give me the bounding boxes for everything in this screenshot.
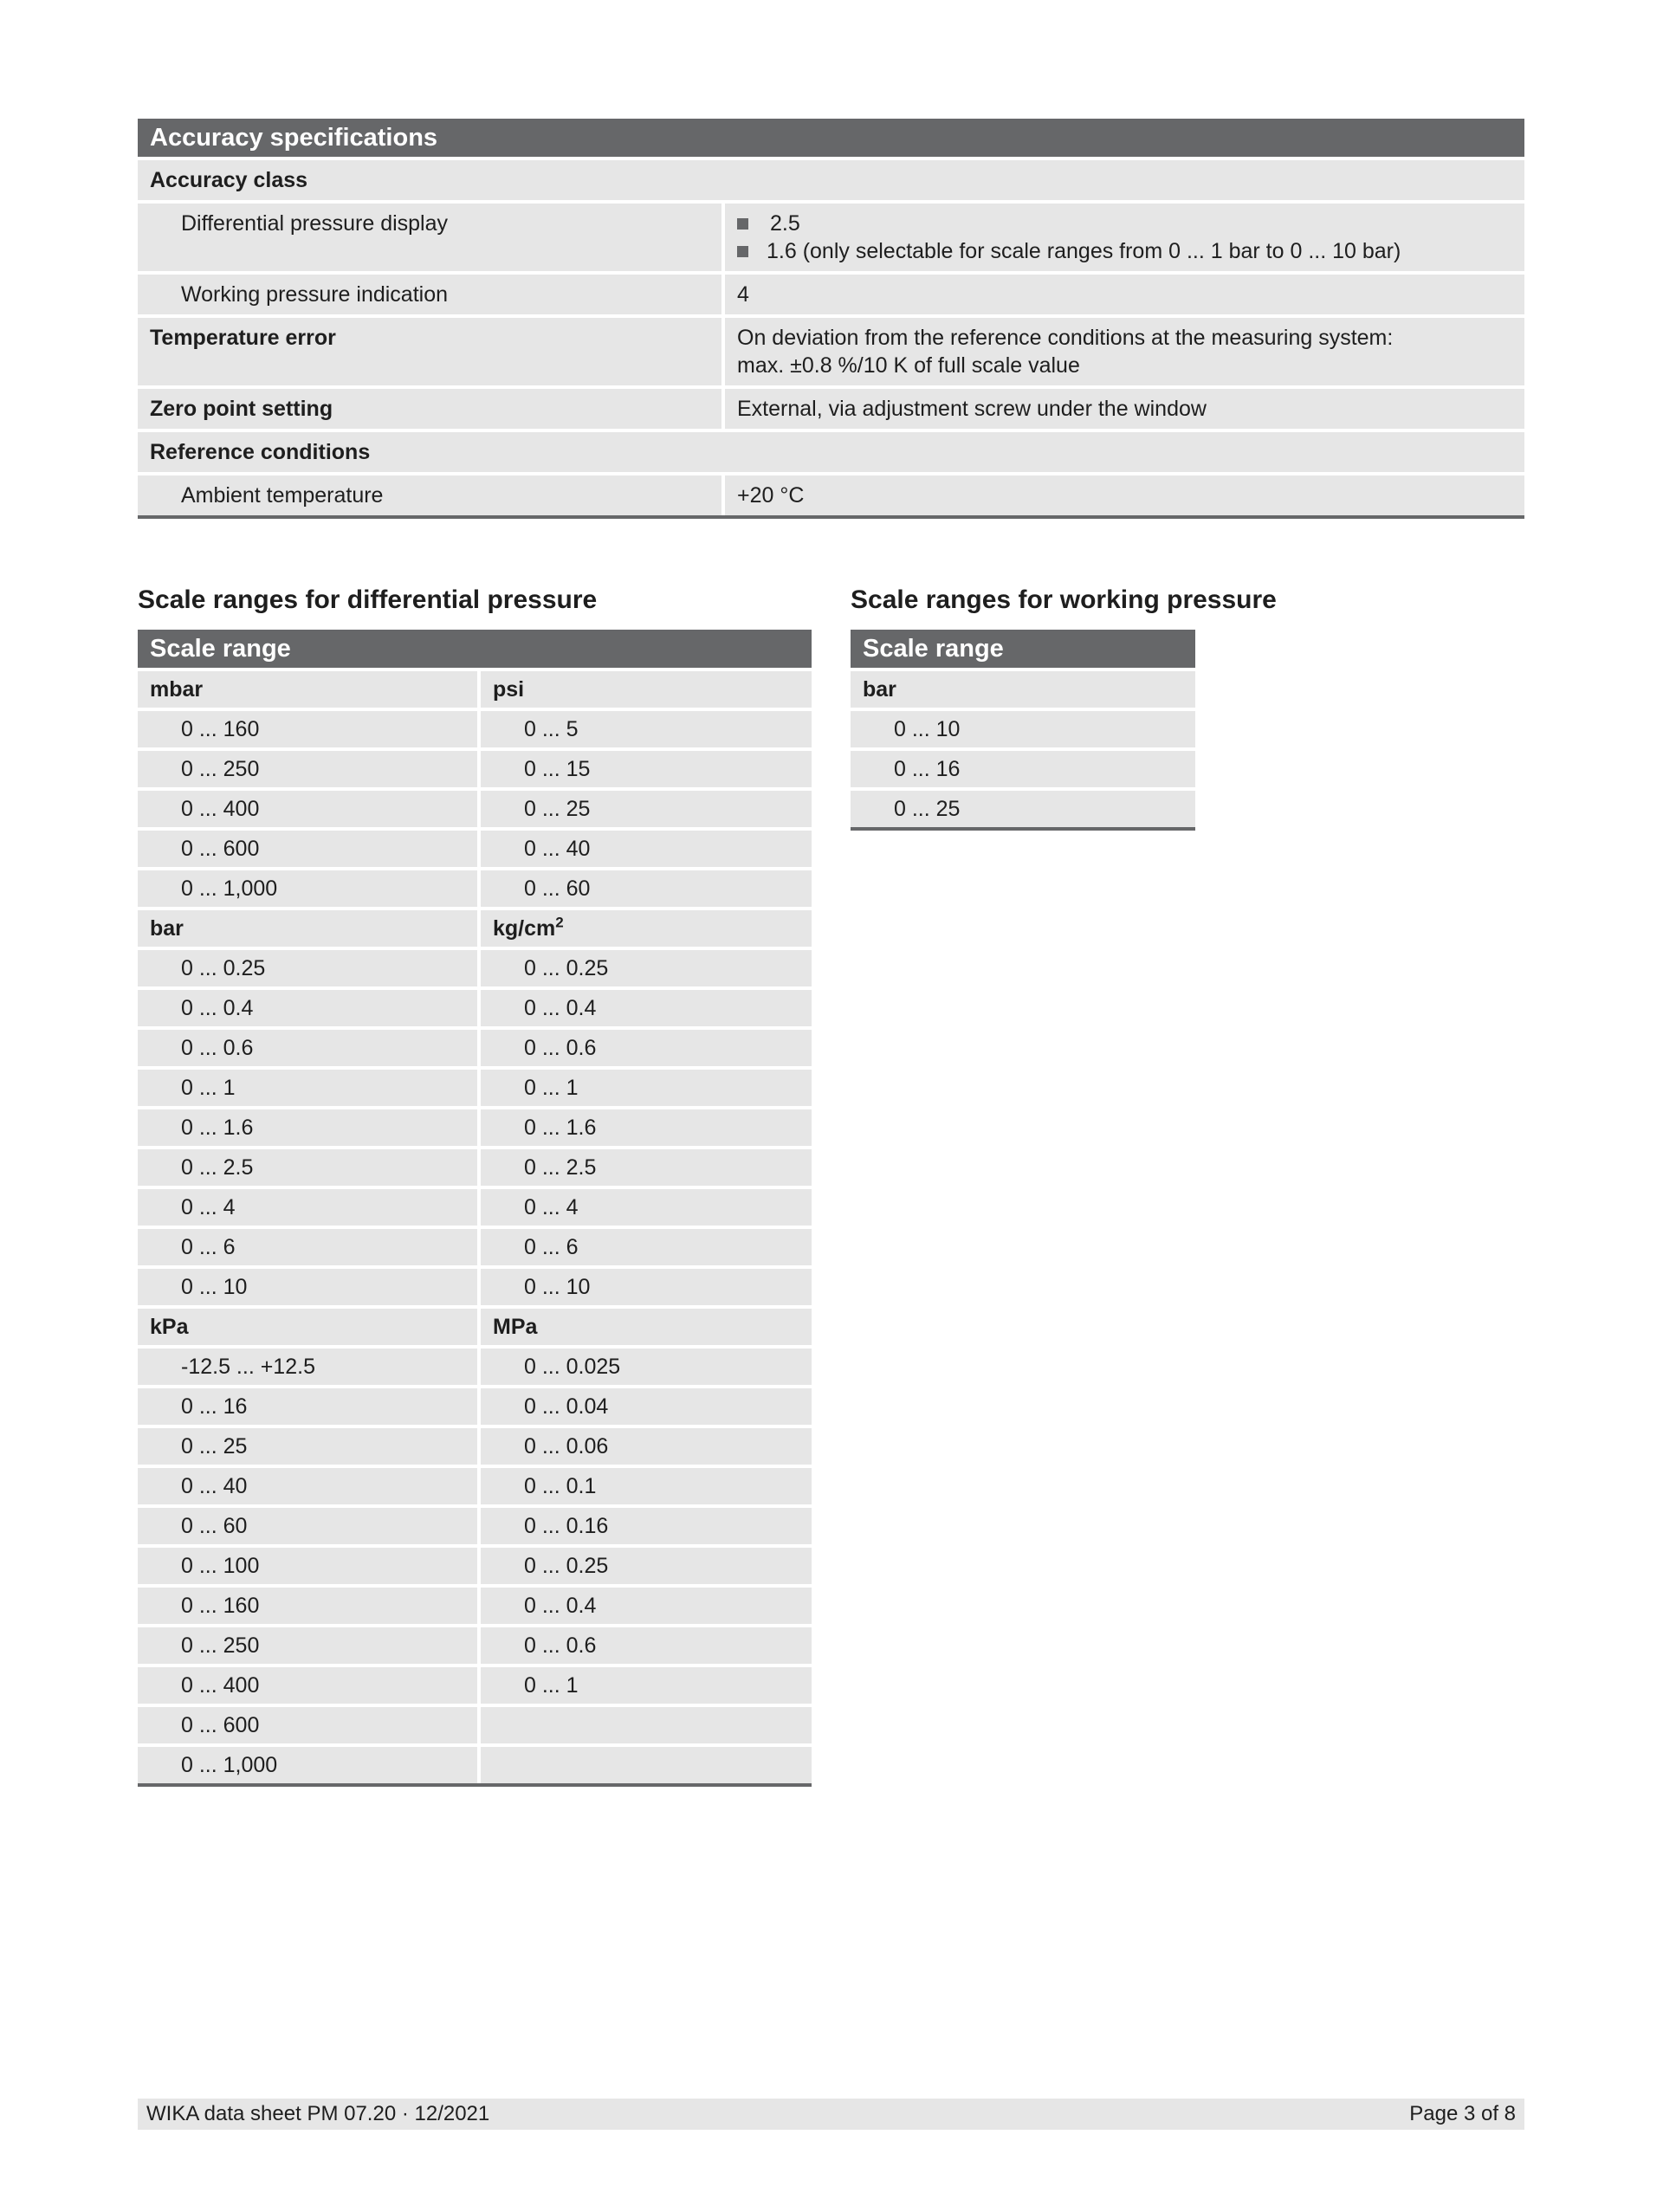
footer-document-id: WIKA data sheet PM 07.20 · 12/2021 (146, 2102, 490, 2125)
working-scale-range-header: Scale range (851, 630, 1195, 668)
range-cell-left: 0 ... 6 (138, 1229, 477, 1265)
table-row (138, 1109, 812, 1146)
range-cell-right: 0 ... 6 (481, 1229, 812, 1265)
range-cell-right: 0 ... 1 (481, 1070, 812, 1106)
table-row (138, 1229, 812, 1265)
diff-display-label: Differential pressure display (138, 204, 721, 271)
table-row (138, 791, 812, 827)
table-row (138, 1508, 812, 1544)
zero-point-value: External, via adjustment screw under the window (725, 389, 1524, 429)
table-row (138, 711, 812, 747)
working-indication-value: 4 (725, 275, 1524, 314)
diff-display-value-1: 2.5 (737, 210, 1512, 237)
working-indication-label: Working pressure indication (138, 275, 721, 314)
range-cell-left: 0 ... 100 (138, 1548, 477, 1584)
square-bullet-icon (737, 246, 748, 257)
table-row (138, 1588, 812, 1624)
range-cell-left: -12.5 ... +12.5 (138, 1349, 477, 1385)
diff-display-value-2: 1.6 (only selectable for scale ranges from 0 ... 1 bar to 0 ... 10 bar) (737, 237, 1512, 265)
table-row (138, 1349, 812, 1385)
table-row (138, 1468, 812, 1504)
working-range-cell: 0 ... 10 (851, 711, 1195, 747)
working-range-cell: 0 ... 16 (851, 751, 1195, 787)
unit-label-left: kPa (138, 1309, 477, 1345)
zero-point-label: Zero point setting (138, 389, 721, 429)
range-cell-right: 0 ... 15 (481, 751, 812, 787)
accuracy-header: Accuracy specifications (138, 119, 1524, 157)
range-cell-right: 0 ... 0.6 (481, 1627, 812, 1664)
range-cell-right: 0 ... 5 (481, 711, 812, 747)
range-cell-left: 0 ... 400 (138, 791, 477, 827)
range-cell-right (481, 1707, 812, 1743)
table-row (138, 1388, 812, 1425)
range-cell-right: 0 ... 0.25 (481, 950, 812, 986)
range-cell-right: 0 ... 10 (481, 1269, 812, 1305)
range-cell-left: 0 ... 60 (138, 1508, 477, 1544)
temperature-error-value: On deviation from the reference conditions at the measuring system: max. ±0.8 %/10 K of full scale value (725, 318, 1524, 385)
working-range-cell: 0 ... 25 (851, 791, 1195, 827)
table-row (138, 990, 812, 1026)
table-row (138, 1189, 812, 1226)
range-cell-right: 0 ... 1 (481, 1667, 812, 1704)
table-row (138, 831, 812, 867)
range-cell-left: 0 ... 1,000 (138, 870, 477, 907)
accuracy-class-label: Accuracy class (138, 160, 1524, 200)
table-row (138, 751, 812, 787)
diff-section-title: Scale ranges for differential pressure (138, 585, 598, 614)
range-cell-right: 0 ... 0.1 (481, 1468, 812, 1504)
footer-page-number: Page 3 of 8 (1409, 2102, 1516, 2125)
range-cell-left: 0 ... 16 (138, 1388, 477, 1425)
diff-scale-range-header: Scale range (138, 630, 812, 668)
table-row (138, 1707, 812, 1743)
unit-header-row (138, 910, 812, 947)
range-cell-right: 0 ... 0.25 (481, 1548, 812, 1584)
table-row (138, 870, 812, 907)
table-row (138, 1030, 812, 1066)
working-scale-range-table (851, 630, 1195, 831)
range-cell-left: 0 ... 0.25 (138, 950, 477, 986)
ambient-temperature-label: Ambient temperature (138, 475, 721, 515)
reference-conditions-label: Reference conditions (138, 432, 1524, 472)
working-section-title: Scale ranges for working pressure (851, 585, 1277, 614)
accuracy-specifications-table (138, 119, 1524, 519)
range-cell-right: 0 ... 4 (481, 1189, 812, 1226)
unit-label-right: $kg/cm^2$ (481, 910, 812, 947)
range-cell-left: 0 ... 600 (138, 1707, 477, 1743)
table-bottom-rule (851, 827, 1195, 831)
working-unit-label: bar (851, 671, 1195, 708)
range-cell-right: 0 ... 0.4 (481, 1588, 812, 1624)
range-cell-right: 0 ... 40 (481, 831, 812, 867)
range-cell-right: 0 ... 0.06 (481, 1428, 812, 1465)
range-cell-left: 0 ... 160 (138, 1588, 477, 1624)
table-row (138, 1548, 812, 1584)
table-row (138, 1269, 812, 1305)
range-cell-left: 0 ... 0.4 (138, 990, 477, 1026)
range-cell-left: 0 ... 250 (138, 751, 477, 787)
range-cell-right: 0 ... 60 (481, 870, 812, 907)
square-bullet-icon (737, 218, 748, 230)
table-row (138, 1747, 812, 1783)
unit-header-row (138, 671, 812, 708)
range-cell-right: 0 ... 0.04 (481, 1388, 812, 1425)
range-cell-left: 0 ... 0.6 (138, 1030, 477, 1066)
range-cell-left: 0 ... 1,000 (138, 1747, 477, 1783)
table-row (138, 1627, 812, 1664)
table-bottom-rule (138, 515, 1524, 519)
table-row (138, 1149, 812, 1186)
unit-label-left: mbar (138, 671, 477, 708)
temperature-error-label: Temperature error (138, 318, 721, 385)
range-cell-left: 0 ... 250 (138, 1627, 477, 1664)
table-bottom-rule (138, 1783, 812, 1787)
table-row (138, 1428, 812, 1465)
range-cell-right: 0 ... 0.6 (481, 1030, 812, 1066)
range-cell-right: 0 ... 25 (481, 791, 812, 827)
range-cell-left: 0 ... 600 (138, 831, 477, 867)
range-cell-right: 0 ... 2.5 (481, 1149, 812, 1186)
range-cell-left: 0 ... 4 (138, 1189, 477, 1226)
range-cell-right (481, 1747, 812, 1783)
range-cell-left: 0 ... 2.5 (138, 1149, 477, 1186)
range-cell-left: 0 ... 1 (138, 1070, 477, 1106)
unit-label-right: psi (481, 671, 812, 708)
range-cell-left: 0 ... 1.6 (138, 1109, 477, 1146)
diff-display-values (725, 204, 1524, 271)
ambient-temperature-value: +20 °C (725, 475, 1524, 515)
range-cell-left: 0 ... 400 (138, 1667, 477, 1704)
page-footer (138, 2099, 1524, 2130)
range-cell-left: 0 ... 40 (138, 1468, 477, 1504)
range-cell-right: 0 ... 0.16 (481, 1508, 812, 1544)
range-cell-left: 0 ... 25 (138, 1428, 477, 1465)
diff-scale-range-table (138, 630, 812, 1787)
range-cell-right: 0 ... 1.6 (481, 1109, 812, 1146)
range-cell-right: 0 ... 0.025 (481, 1349, 812, 1385)
unit-label-right: MPa (481, 1309, 812, 1345)
table-row (138, 1667, 812, 1704)
range-cell-left: 0 ... 10 (138, 1269, 477, 1305)
table-row (138, 1070, 812, 1106)
range-cell-right: 0 ... 0.4 (481, 990, 812, 1026)
table-row (138, 950, 812, 986)
unit-header-row (138, 1309, 812, 1345)
range-cell-left: 0 ... 160 (138, 711, 477, 747)
unit-label-left: bar (138, 910, 477, 947)
